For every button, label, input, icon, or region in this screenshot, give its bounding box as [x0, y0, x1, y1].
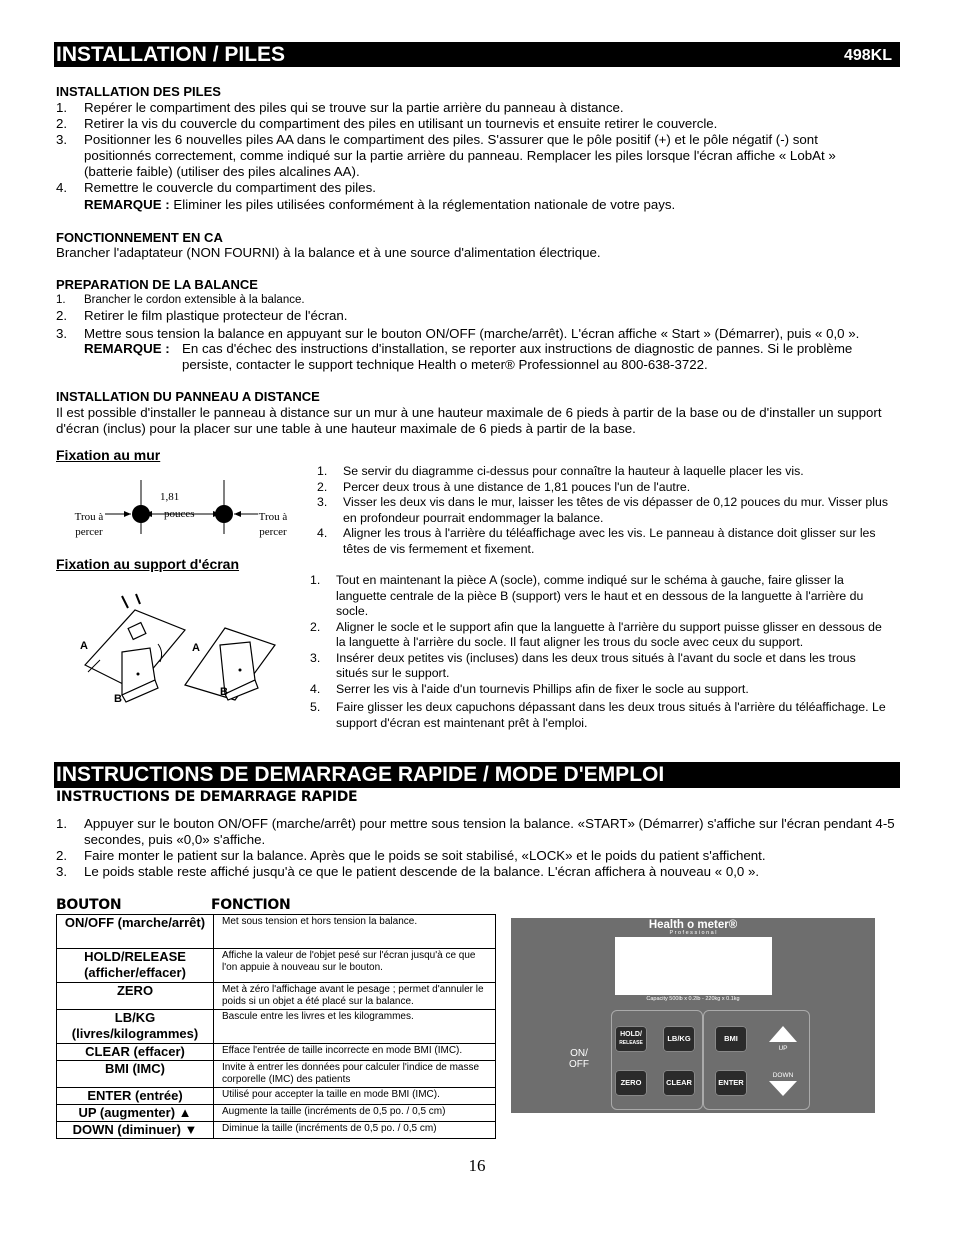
stand-list [310, 573, 890, 731]
quick-list [56, 816, 896, 880]
prep-list [56, 292, 896, 342]
function-cell: Diminue la taille (incréments de 0,5 po. / 0,5 cm) [214, 1122, 496, 1139]
list-item: 5. Faire glisser les deux capuchons dépassant dans les deux trous situés à l'arrière du téléaffichage. Le support d'écran est maintenant prêt à l'emploi. [310, 700, 886, 730]
list-item: 2. Retirer la vis du couvercle du compartiment des piles en utilisant un tournevis et ensuite retirer le couvercle. [56, 116, 718, 131]
panel-display [615, 937, 772, 995]
prep-heading: PREPARATION DE LA BALANCE [56, 277, 258, 292]
list-item: 3. Visser les deux vis dans le mur, laisser les têtes de vis dépasser de 0,12 pouces du mur. Visser plus en profondeur pourrait endommager la balance. [317, 495, 888, 525]
list-item: 2. Percer deux trous à une distance de 1,81 pouces l'un de l'autre. [317, 479, 691, 494]
table-row [57, 1061, 496, 1088]
remote-heading: INSTALLATION DU PANNEAU A DISTANCE [56, 389, 320, 404]
bmi-key: BMI [715, 1026, 747, 1052]
list-item: 1. Tout en maintenant la pièce A (socle), comme indiqué sur le schéma à gauche, faire glisser la languette centrale de la pièce B (support) vers le haut et en dessous de la languette à l'arrière du socle. [310, 573, 864, 618]
stand-diagram-svg [60, 590, 300, 710]
wall-list [317, 464, 897, 557]
up-key-label: UP [778, 1045, 788, 1052]
quick-heading: INSTRUCTIONS DE DEMARRAGE RAPIDE [56, 789, 358, 805]
panel-subbrand: P r o f e s s i o n a l [669, 930, 717, 936]
list-item: 1. Brancher le cordon extensible à la balance. [56, 294, 305, 306]
button-function-table [56, 914, 496, 1139]
button-cell: CLEAR (effacer) [57, 1044, 214, 1061]
page-number: 16 [468, 1156, 486, 1175]
function-cell: Augmente la taille (incréments de 0,5 po. / 0,5 cm) [214, 1105, 496, 1122]
panel-capacity: Capacity 500lb x 0.2lb - 220kg x 0.1kg [646, 996, 740, 1002]
part-b-label: B [220, 686, 228, 698]
note-label: REMARQUE : [84, 197, 170, 212]
button-cell: ON/OFF (marche/arrêt) [57, 915, 214, 949]
list-item: 3. Insérer deux petites vis (incluses) dans les deux trous situés à l'avant du socle et dans les trous situés sur le support. [310, 650, 856, 680]
down-key-label: DOWN [772, 1072, 794, 1079]
function-cell: Utilisé pour accepter la taille en mode BMI (IMC). [214, 1088, 496, 1105]
stand-heading: Fixation au support d'écran [56, 556, 240, 572]
lbkg-key: LB/KG [663, 1026, 695, 1052]
table-row [57, 983, 496, 1010]
note-text: Eliminer les piles utilisées conformément à la réglementation nationale de votre pays. [169, 197, 676, 212]
function-cell: Bascule entre les livres et les kilogrammes. [214, 1010, 496, 1044]
release-key-label: RELEASE [619, 1040, 643, 1046]
model-number: 498KL [843, 47, 892, 64]
hold-key-label: HOLD/ [620, 1031, 642, 1038]
section-title: INSTALLATION / PILES [56, 43, 286, 66]
list-item: 4. Aligner les trous à l'arrière du téléaffichage avec les vis. Le panneau à distance doit glisser sur les têtes de vis fermement et fixement. [317, 526, 876, 556]
part-b-label: B [114, 693, 122, 705]
function-cell: Met sous tension et hors tension la balance. [214, 915, 496, 949]
col-header-button: BOUTON [56, 897, 122, 913]
list-item: 2. Aligner le socle et le support afin que la languette à l'arrière du support puisse glisser en dessous de la languette à l'arrière du socle. Il faut aligner les trous du socle avec ceux du support. [310, 619, 882, 649]
function-cell: Invite à entrer les données pour calculer l'indice de masse corporelle (IMC) des patients [214, 1061, 496, 1088]
table-row [57, 1105, 496, 1122]
table-row [57, 1044, 496, 1061]
wall-diagram [60, 472, 300, 547]
down-key [767, 1072, 799, 1102]
ac-heading: FONCTIONNEMENT EN CA [56, 230, 223, 245]
function-cell: Affiche la valeur de l'objet pesé sur l'écran jusqu'à ce que l'on appuie à nouveau sur le bouton. [214, 949, 496, 983]
up-key [767, 1024, 799, 1058]
batteries-note [84, 197, 675, 213]
drill-hole-left [132, 505, 150, 523]
list-item: 1. Appuyer sur le bouton ON/OFF (marche/arrêt) pour mettre sous tension la balance. «START» (Démarrer) s'affiche sur l'écran pendant 4-5 secondes, puis «0,0» s'affiche. [56, 816, 895, 847]
stand-diagram [60, 590, 300, 710]
button-cell: DOWN (diminuer) ▼ [57, 1122, 214, 1139]
list-item: 2. Retirer le film plastique protecteur de l'écran. [56, 308, 348, 323]
clear-key: CLEAR [663, 1070, 695, 1096]
section-header-quickstart [54, 762, 900, 788]
part-a-label: A [80, 640, 88, 652]
section-title: INSTRUCTIONS DE DEMARRAGE RAPIDE / MODE D'EMPLOI [56, 763, 665, 786]
distance-value: 1,81 [160, 491, 180, 503]
list-item: 3. Mettre sous tension la balance en appuyant sur le bouton ON/OFF (marche/arrêt). L'écran affiche « Start » (Démarrer), puis « 0,0 ». [56, 326, 860, 341]
table-row [57, 915, 496, 949]
part-a-label: A [192, 642, 200, 654]
control-panel-illustration [511, 918, 875, 1113]
button-cell: BMI (IMC) [57, 1061, 214, 1088]
batteries-heading: INSTALLATION DES PILES [56, 84, 221, 99]
list-item: 4. Remettre le couvercle du compartiment des piles. [56, 180, 376, 195]
function-cell: Met à zéro l'affichage avant le pesage ; permet d'annuler le poids si un objet a été placé sur la balance. [214, 983, 496, 1010]
enter-key: ENTER [715, 1070, 747, 1096]
panel-brand: Health o meter® [648, 919, 738, 931]
ac-text: Brancher l'adaptateur (NON FOURNI) à la balance et à une source d'alimentation électrique. [56, 245, 601, 260]
list-item: 1. Repérer le compartiment des piles qui se trouve sur la partie arrière du panneau à distance. [56, 100, 624, 115]
down-arrow-icon [767, 1079, 799, 1097]
up-arrow-icon [767, 1024, 799, 1044]
batteries-list [56, 100, 896, 196]
button-cell: ZERO [57, 983, 214, 1010]
remote-text: Il est possible d'installer le panneau à distance sur un mur à une hauteur maximale de 6 pieds à partir de la base ou de d'installer un support d'écran (inclus) pour la placer sur une table à une hauteur maximale de 6 pieds à partir de la base. [56, 405, 882, 436]
hold-release-key [615, 1026, 647, 1052]
table-row [57, 1122, 496, 1139]
list-item: 3. Positionner les 6 nouvelles piles AA dans le compartiment des piles. S'assurer que le pôle positif (+) et le pôle négatif (-) sont positionnés correctement, comme indiqué sur la partie arrière du panneau. Remplacer les piles lorsque l'écran affiche « LobAt » (batterie faible) (utiliser des piles alcalines AA). [56, 132, 836, 179]
list-item: 3. Le poids stable reste affiché jusqu'à ce que le patient descende de la balance. L'écran affichera à nouveau « 0,0 ». [56, 864, 760, 879]
function-cell: Efface l'entrée de taille incorrecte en mode BMI (IMC). [214, 1044, 496, 1061]
hole-right-label: Trou à percer [258, 511, 288, 538]
note-text: En cas d'échec des instructions d'installation, se reporter aux instructions de diagnostic de pannes. Si le problème persiste, contacter le support technique Health o meter® Professionnel au 800-638-3722. [182, 341, 853, 372]
button-cell: ENTER (entrée) [57, 1088, 214, 1105]
col-header-function: FONCTION [211, 897, 291, 913]
distance-unit: pouces [164, 508, 195, 520]
table-row [57, 949, 496, 983]
section-header-installation [54, 42, 900, 67]
onoff-key-label: ON/ OFF [569, 1048, 589, 1070]
drill-hole-right [215, 505, 233, 523]
button-cell: LB/KG (livres/kilogrammes) [57, 1010, 214, 1044]
note-label: REMARQUE : [84, 341, 170, 356]
list-item: 4. Serrer les vis à l'aide d'un tournevis Phillips afin de fixer le socle au support. [310, 681, 749, 696]
table-row [57, 1010, 496, 1044]
zero-key: ZERO [615, 1070, 647, 1096]
list-item: 2. Faire monter le patient sur la balance. Après que le poids se soit stabilisé, «LOCK» et le poids du patient s'affichent. [56, 848, 766, 863]
table-row [57, 1088, 496, 1105]
prep-note [84, 341, 896, 373]
button-cell: HOLD/RELEASE (afficher/effacer) [57, 949, 214, 983]
hole-left-label: Trou à percer [74, 511, 104, 538]
list-item: 1. Se servir du diagramme ci-dessus pour connaître la hauteur à laquelle placer les vis. [317, 464, 804, 478]
wall-heading: Fixation au mur [56, 447, 161, 463]
button-cell: UP (augmenter) ▲ [57, 1105, 214, 1122]
